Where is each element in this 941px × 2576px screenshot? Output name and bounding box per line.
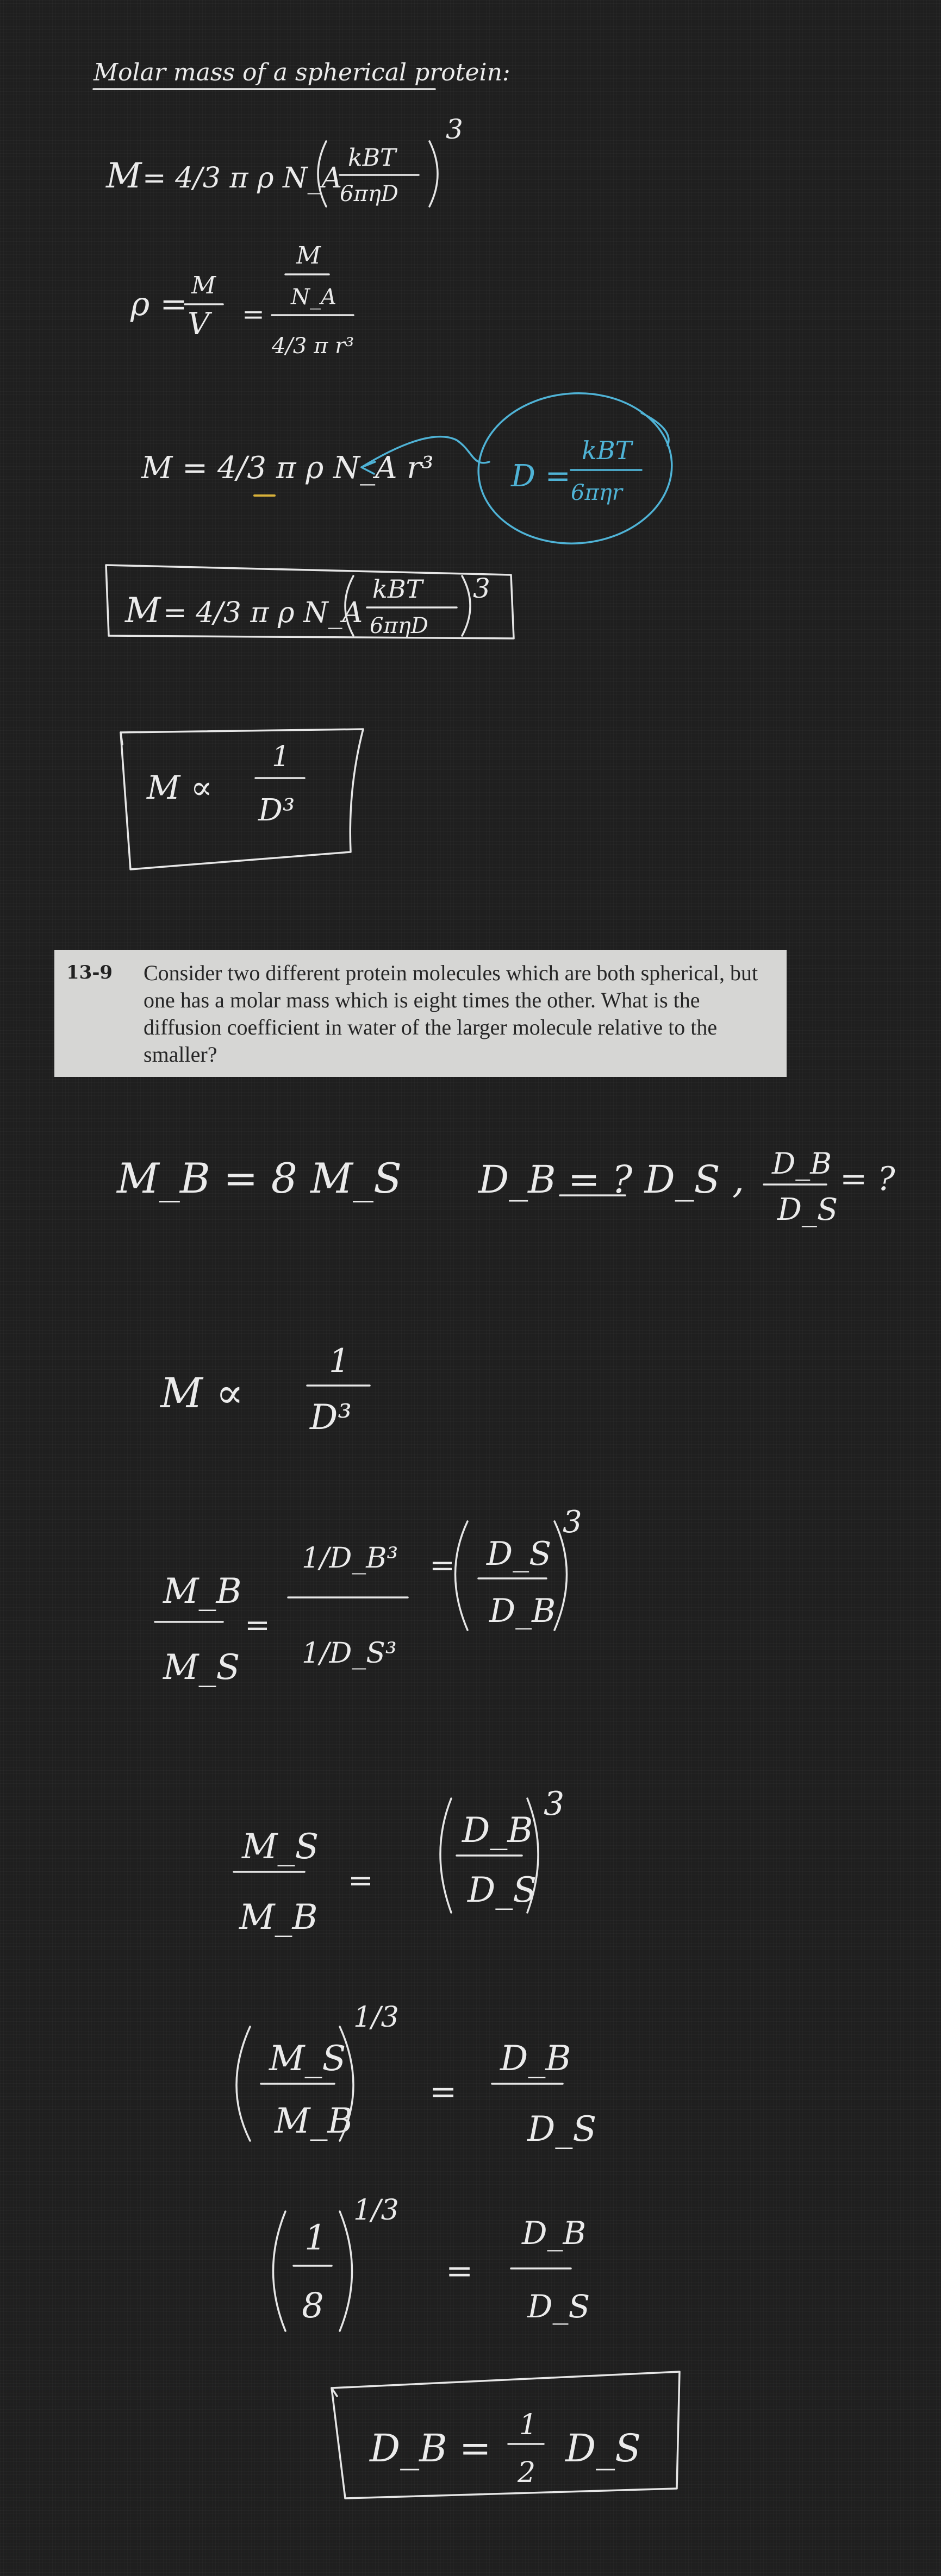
- svg-text:M_B = 8 M_S: M_B = 8 M_S: [117, 1154, 402, 1202]
- svg-text:kBT: kBT: [372, 574, 423, 604]
- svg-text:M ∝: M ∝: [147, 769, 213, 807]
- svg-text:D =: D =: [511, 459, 571, 494]
- svg-text:2: 2: [518, 2456, 536, 2489]
- svg-text:D_B: D_B: [522, 2215, 587, 2252]
- svg-text:M: M: [191, 272, 216, 299]
- svg-text:1: 1: [304, 2218, 327, 2258]
- svg-text:6πηD: 6πηD: [370, 613, 428, 638]
- svg-text:1/3: 1/3: [353, 2194, 399, 2227]
- svg-text:6πηr: 6πηr: [571, 480, 622, 505]
- svg-text:4/3 π r³: 4/3 π r³: [272, 334, 354, 359]
- problem-number: 13-9: [66, 962, 113, 983]
- svg-text:=: =: [348, 1863, 373, 1898]
- svg-text:1: 1: [272, 741, 290, 773]
- svg-text:8: 8: [302, 2286, 324, 2326]
- svg-text:1/D_B³: 1/D_B³: [302, 1542, 398, 1575]
- svg-text:M_S: M_S: [269, 2039, 346, 2079]
- svg-text:=: =: [429, 1548, 455, 1583]
- svg-text:M: M: [296, 242, 321, 269]
- svg-text:D³: D³: [310, 1397, 352, 1438]
- svg-text:D_B = ? D_S ,: D_B = ? D_S ,: [478, 1157, 745, 1202]
- svg-text:3: 3: [563, 1505, 582, 1540]
- svg-text:M ∝: M ∝: [160, 1369, 244, 1417]
- svg-text:1/3: 1/3: [353, 2001, 399, 2034]
- svg-text:D_S: D_S: [527, 2288, 590, 2325]
- svg-text:D_S: D_S: [565, 2426, 641, 2471]
- problem-text: Consider two different protein molecules which are both spherical, but one has a molar mass which is eight times the other. What is the diffusion coefficient in water of the larger molecule relative to the smaller?: [144, 961, 758, 1067]
- svg-text:ρ =: ρ =: [130, 285, 188, 323]
- svg-text:M_B: M_B: [275, 2101, 353, 2141]
- svg-text:D_S: D_S: [777, 1192, 838, 1227]
- equation-ratio-cube-root: [236, 2001, 596, 2149]
- equation-ratio-numeric: [273, 2194, 590, 2331]
- svg-text:= 4/3 π ρ N_A: = 4/3 π ρ N_A: [142, 162, 342, 195]
- equation-ratio-ms-mb: [234, 1785, 564, 1938]
- svg-text:D_B: D_B: [489, 1592, 556, 1630]
- svg-text:D_S: D_S: [468, 1870, 537, 1910]
- svg-text:M_S: M_S: [163, 1647, 240, 1688]
- equation-mass-radius: [141, 437, 489, 496]
- svg-text:3: 3: [544, 1785, 565, 1823]
- svg-text:=: =: [429, 2073, 457, 2111]
- equation-boxed-mass-diffusion: [106, 565, 514, 638]
- svg-text:D_S: D_S: [487, 1535, 552, 1573]
- svg-text:D_S: D_S: [527, 2109, 597, 2149]
- svg-text:1/D_S³: 1/D_S³: [302, 1637, 397, 1670]
- equation-proportionality: [159, 1342, 370, 1438]
- given-relations: [116, 1146, 895, 1227]
- equation-boxed-proportionality: [121, 729, 363, 869]
- svg-text:D³: D³: [258, 793, 295, 828]
- svg-text:= ?: = ?: [840, 1160, 895, 1198]
- svg-text:N_A: N_A: [291, 285, 336, 310]
- svg-text:3: 3: [446, 114, 463, 145]
- svg-text:= 4/3 π ρ N_A: = 4/3 π ρ N_A: [163, 597, 363, 629]
- svg-text:kBT: kBT: [348, 144, 396, 172]
- textbook-problem-card: [54, 950, 787, 1077]
- svg-text:M_B: M_B: [239, 1897, 318, 1938]
- svg-text:D_B: D_B: [500, 2039, 571, 2079]
- svg-text:D_B: D_B: [462, 1810, 533, 1851]
- svg-text:6πηD: 6πηD: [340, 181, 398, 206]
- svg-text:=: =: [446, 2252, 473, 2290]
- svg-text:3: 3: [473, 573, 490, 604]
- svg-text:M_S: M_S: [242, 1827, 319, 1867]
- svg-text:=: =: [242, 298, 265, 330]
- equation-ratio-mb-ms: [155, 1505, 582, 1688]
- svg-text:V: V: [188, 306, 210, 342]
- svg-text:D_B: D_B: [772, 1146, 832, 1181]
- equation-stokes-einstein-blue: [473, 387, 677, 550]
- svg-text:kBT: kBT: [582, 436, 632, 465]
- svg-text:1: 1: [519, 2409, 538, 2441]
- svg-text:D_B =: D_B =: [370, 2426, 491, 2471]
- notes-heading: Molar mass of a spherical protein:: [94, 59, 510, 86]
- svg-text:M: M: [106, 156, 142, 196]
- final-answer-box: [332, 2372, 680, 2498]
- svg-text:=: =: [245, 1608, 270, 1643]
- svg-text:M: M: [125, 591, 161, 631]
- equation-molar-mass: [105, 114, 463, 206]
- equation-density: [130, 242, 354, 359]
- svg-text:M_B: M_B: [163, 1571, 242, 1612]
- svg-text:1: 1: [329, 1342, 350, 1380]
- svg-text:M = 4/3 π ρ N_A r³: M = 4/3 π ρ N_A r³: [141, 450, 434, 486]
